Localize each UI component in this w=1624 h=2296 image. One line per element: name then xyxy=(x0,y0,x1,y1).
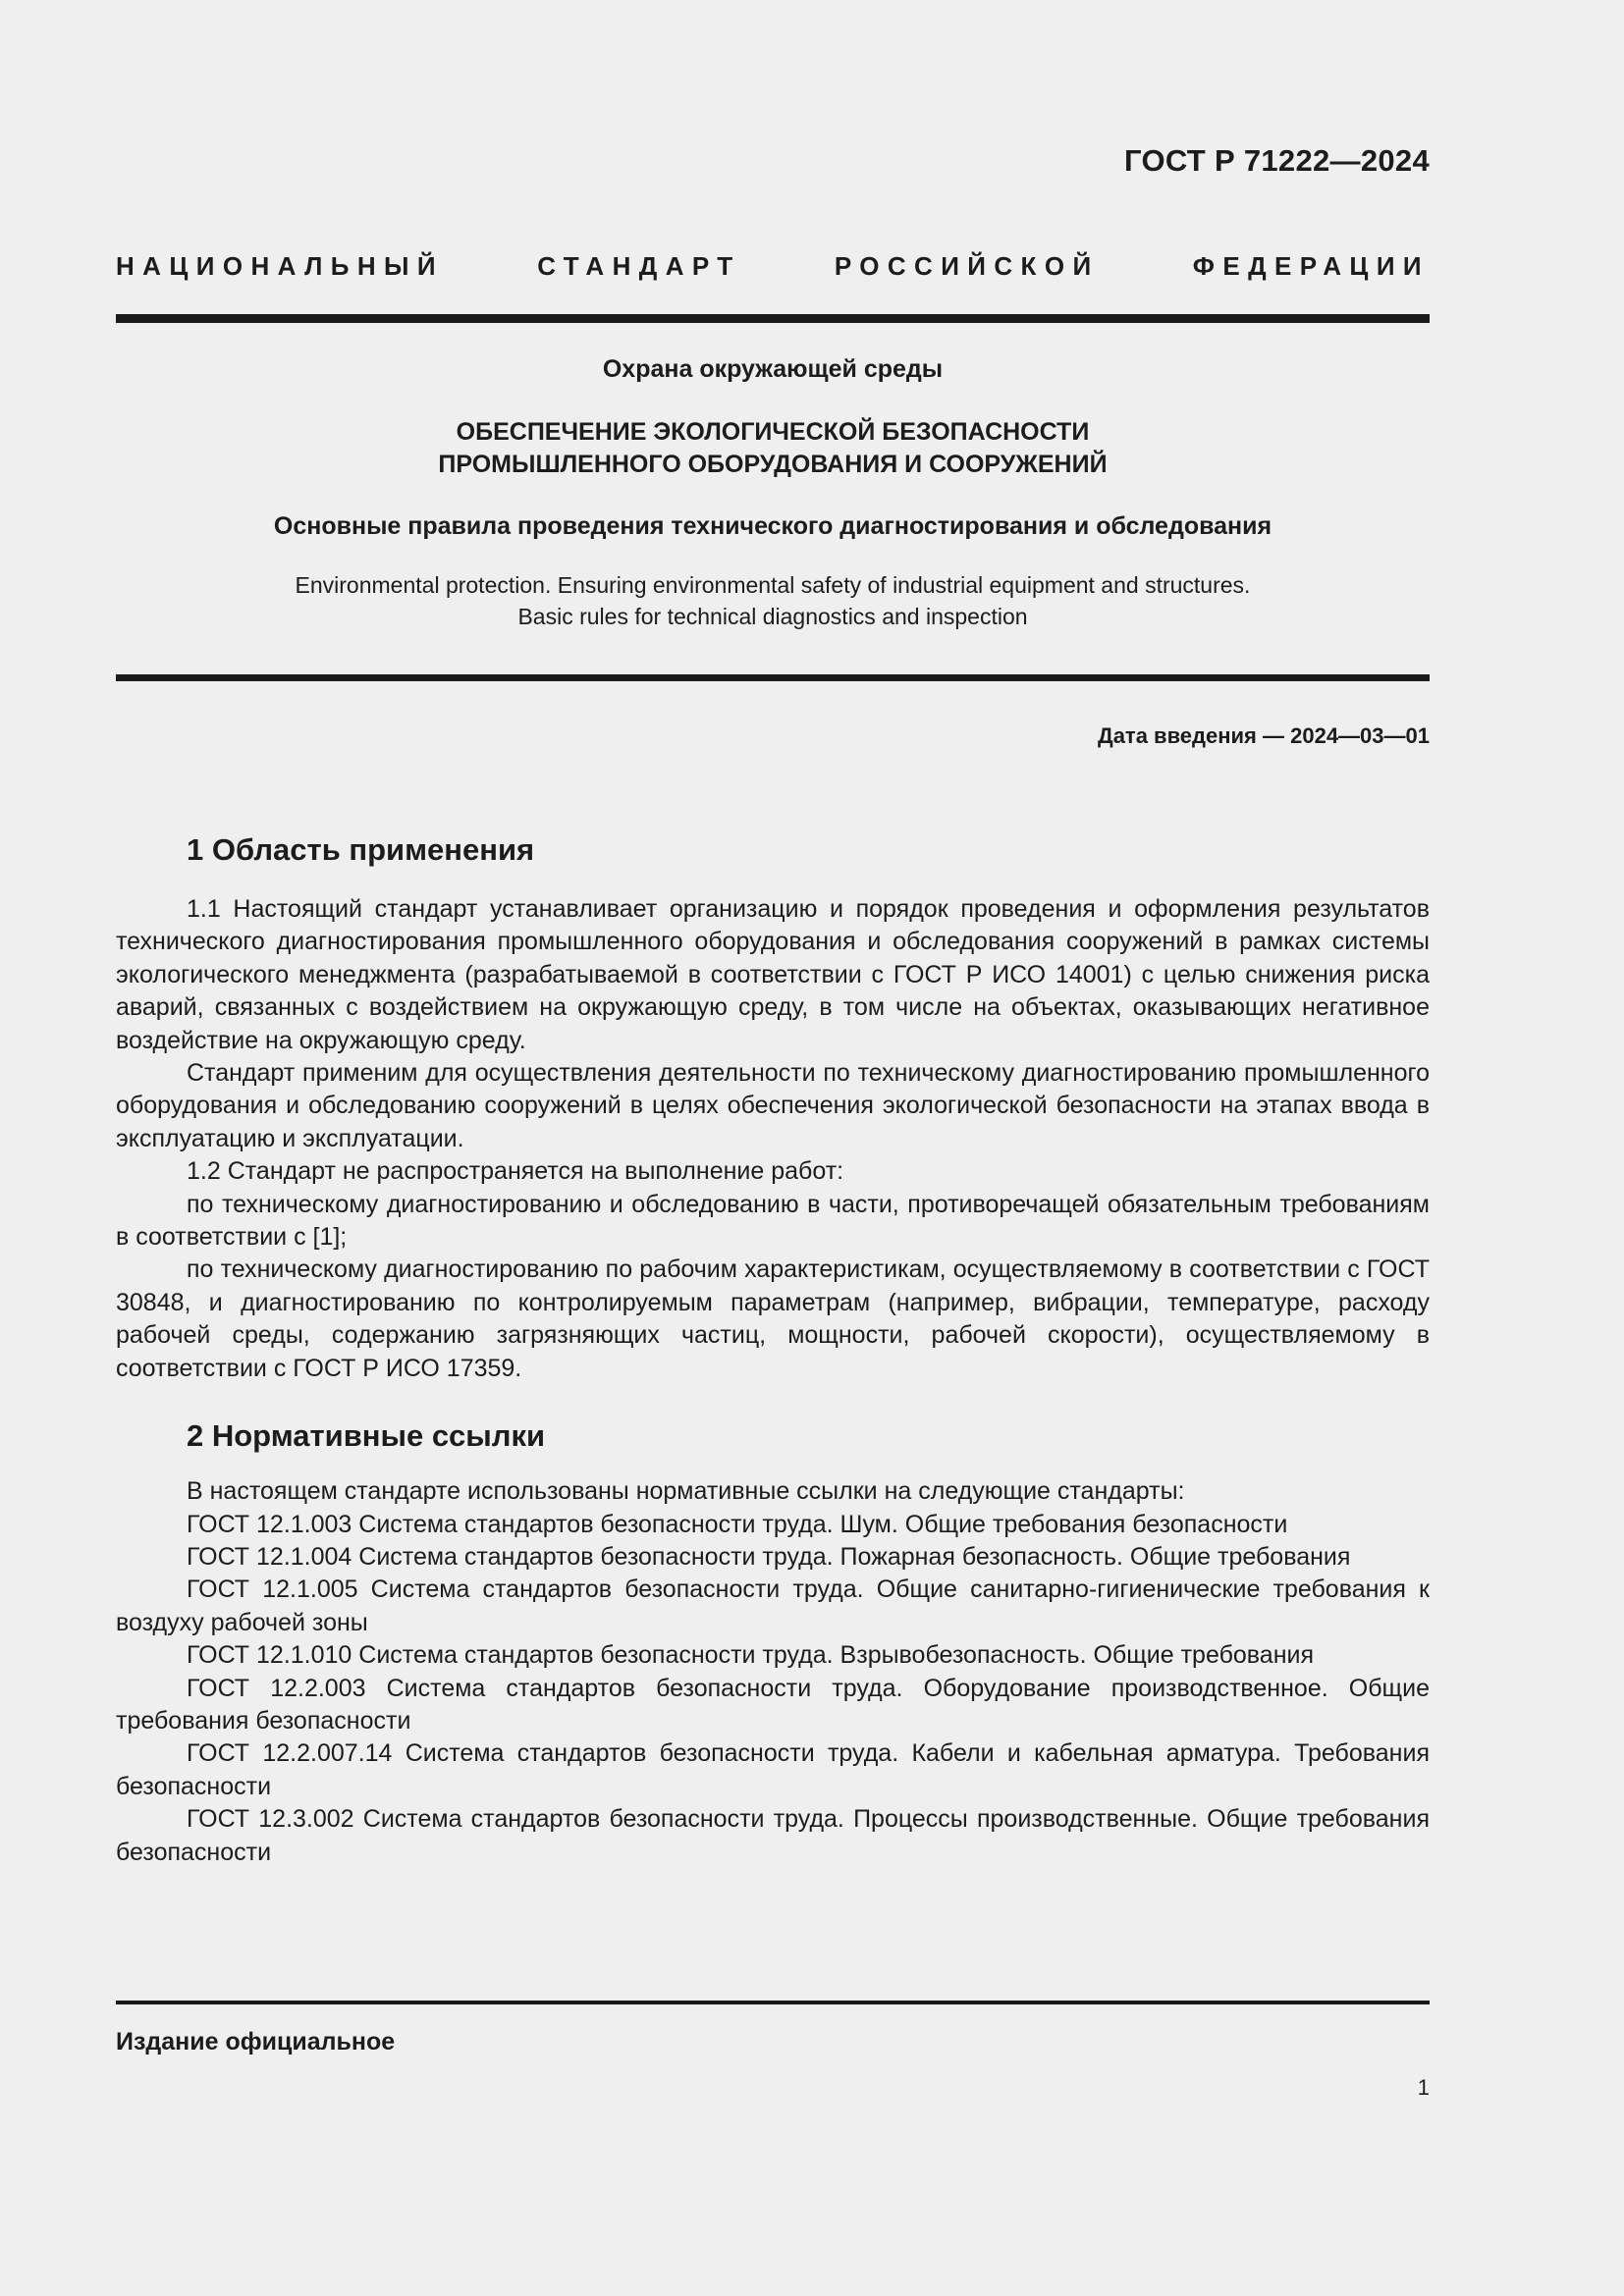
introduction-date: Дата введения — 2024—03—01 xyxy=(1098,723,1430,748)
subject-heading: Охрана окружающей среды xyxy=(602,355,944,383)
section-2-intro: В настоящем стандарте использованы нормативные ссылки на следующие стандарты: xyxy=(187,1477,1185,1506)
normative-reference: ГОСТ 12.1.003 Система стандартов безопасности труда. Шум. Общие требования безопасности xyxy=(187,1510,1288,1538)
main-title-line-1: ОБЕСПЕЧЕНИЕ ЭКОЛОГИЧЕСКОЙ БЕЗОПАСНОСТИ xyxy=(456,418,1090,446)
document-body xyxy=(116,828,1430,1869)
normative-reference: ГОСТ 12.1.004 Система стандартов безопасности труда. Пожарная безопасность. Общие требования xyxy=(187,1542,1351,1571)
english-title xyxy=(116,569,1430,632)
normative-reference: ГОСТ 12.2.003 Система стандартов безопасности труда. Оборудование производственное. Общие требования безопасности xyxy=(116,1674,1430,1735)
section-1-heading: 1 Область применения xyxy=(187,832,535,867)
document-page xyxy=(116,0,1430,2296)
edition-label: Издание официальное xyxy=(116,2028,396,2056)
normative-reference: ГОСТ 12.1.010 Система стандартов безопасности труда. Взрывобезопасность. Общие требования xyxy=(187,1641,1315,1670)
normative-reference: ГОСТ 12.1.005 Система стандартов безопасности труда. Общие санитарно-гигиенические требования к воздуху рабочей зоны xyxy=(116,1575,1430,1636)
main-title xyxy=(116,416,1430,481)
national-standard-banner: НАЦИОНАЛЬНЫЙ СТАНДАРТ РОССИЙСКОЙ ФЕДЕРАЦИИ xyxy=(116,251,1430,281)
normative-reference: ГОСТ 12.3.002 Система стандартов безопасности труда. Процессы производственные. Общие требования безопасности xyxy=(116,1805,1430,1866)
section-1-paragraph: Стандарт применим для осуществления деятельности по техническому диагностированию промышленного оборудования и обследованию сооружений в целях обеспечения экологической безопасности на этапах ввода в эксплуатацию и эксплуатации. xyxy=(116,1059,1430,1152)
document-number: ГОСТ Р 71222—2024 xyxy=(1124,143,1430,178)
page-number: 1 xyxy=(1417,2075,1430,2100)
section-1-paragraph: 1.1 Настоящий стандарт устанавливает организацию и порядок проведения и оформления результатов технического диагностирования промышленного оборудования и обследования сооружений в рамках системы экологического менеджмента (разрабатываемой в соответствии с ГОСТ Р ИСО 14001) с целью снижения риска аварий, связанных с воздействием на окружающую среду, в том числе на объектах, оказывающих негативное воздействие на окружающую среду. xyxy=(116,895,1430,1054)
title-block xyxy=(116,353,1430,632)
normative-reference: ГОСТ 12.2.007.14 Система стандартов безопасности труда. Кабели и кабельная арматура. Требования безопасности xyxy=(116,1739,1430,1800)
section-1-paragraph: по техническому диагностированию по рабочим характеристикам, осуществляемому в соответствии с ГОСТ 30848, и диагностированию по контролируемым параметрам (например, вибрации, температуре, расходу рабочей среды, содержанию загрязняющих частиц, мощности, рабочей скорости), осуществляемому в соответствии с ГОСТ Р ИСО 17359. xyxy=(116,1255,1430,1382)
footer-divider xyxy=(116,2001,1430,2004)
section-2-heading: 2 Нормативные ссылки xyxy=(187,1418,546,1454)
english-title-line-1: Environmental protection. Ensuring environmental safety of industrial equipment and structures. xyxy=(295,572,1251,598)
english-title-line-2: Basic rules for technical diagnostics and inspection xyxy=(517,604,1028,629)
title-divider xyxy=(116,674,1430,681)
section-1-paragraph: по техническому диагностированию и обследованию в части, противоречащей обязательным требованиям в соответствии с [1]; xyxy=(116,1190,1430,1252)
section-1-paragraph: 1.2 Стандарт не распространяется на выполнение работ: xyxy=(187,1157,844,1186)
subtitle: Основные правила проведения технического диагностирования и обследования xyxy=(273,512,1272,540)
top-divider xyxy=(116,314,1430,323)
main-title-line-2: ПРОМЫШЛЕННОГО ОБОРУДОВАНИЯ И СООРУЖЕНИЙ xyxy=(438,451,1108,478)
